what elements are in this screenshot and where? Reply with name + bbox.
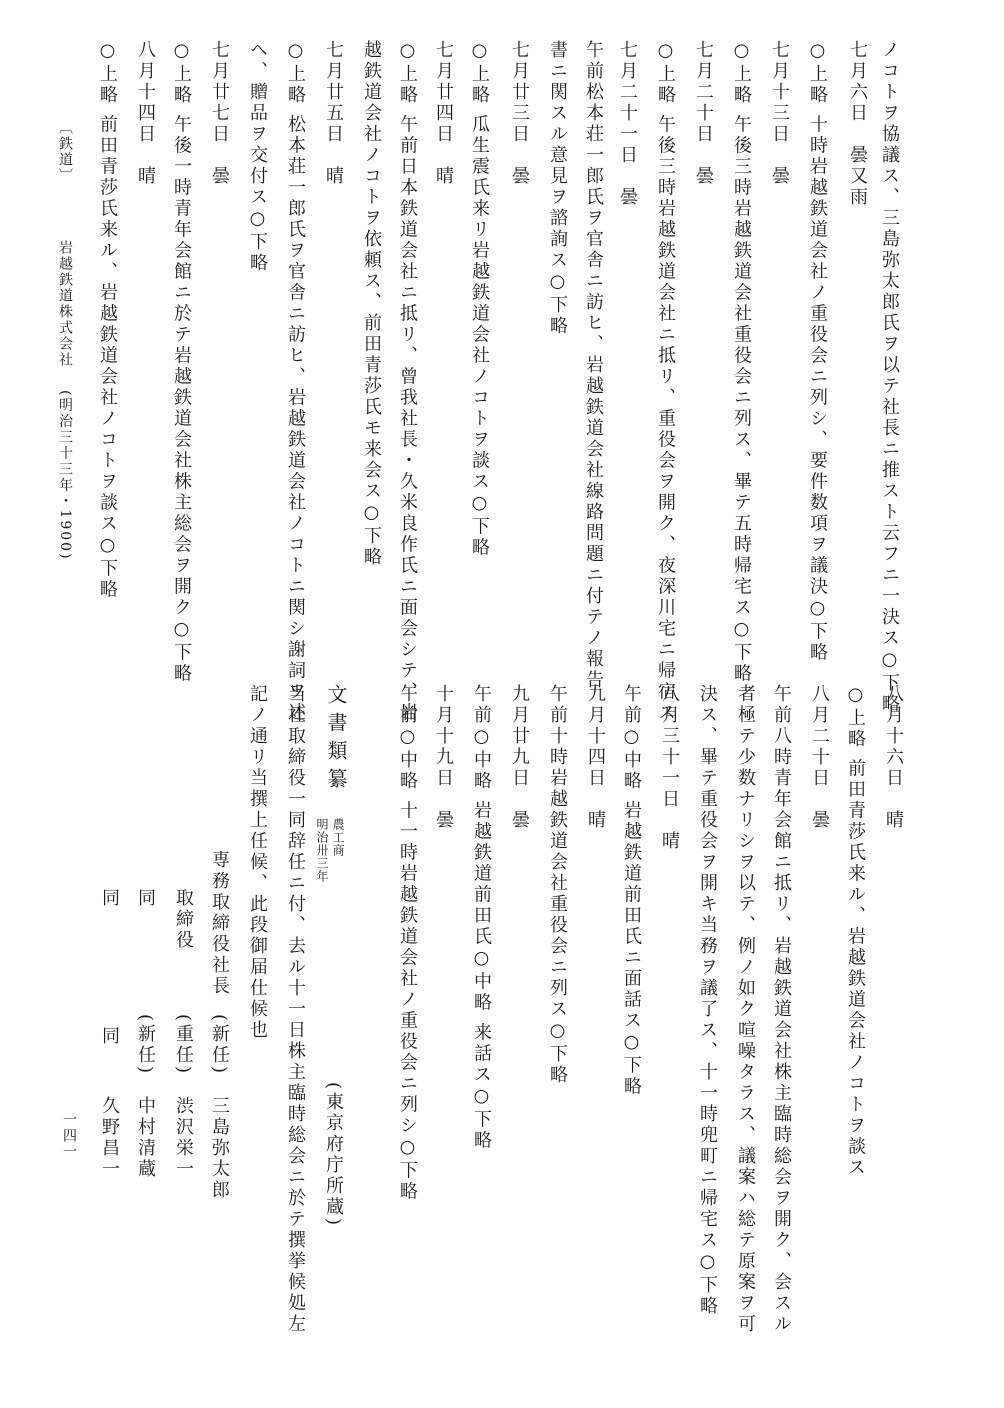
diary-date-11: 八月二十日 曇 <box>809 684 830 831</box>
diary-date-12: 八月三十一日 晴 <box>659 684 680 852</box>
diary-date-14: 九月廿九日 曇 <box>509 684 530 831</box>
diary-line-1: ノコトヲ協議ス、三島弥太郎氏ヲ以テ社長ニ推スト云フニ一決ス○下略 <box>879 40 900 715</box>
diary-line-14: ○上略 前田青莎氏来ル、岩越鉄道会社ノコトヲ談ス <box>845 684 866 1179</box>
officer-name-3: 中村清蔵 <box>135 1096 156 1180</box>
diary-line-10: ○上略 松本荘一郎氏ヲ官舎ニ訪ヒ、岩越鉄道会社ノコトニ関シ謝詞ヲ述 <box>285 40 306 724</box>
period-label: (明治三十三年・1900) <box>57 390 73 561</box>
docs-source-a: 農工商 <box>331 818 345 857</box>
docs-archive: (東京府庁所蔵) <box>323 1082 344 1229</box>
diary-line-2: ○上略 十時岩越鉄道会社ノ重役会ニ列シ、要件数項ヲ議決○下略 <box>807 40 828 664</box>
diary-date-3: 七月二十日 曇 <box>693 40 714 187</box>
officer-name-2: 渋沢栄一 <box>173 1096 194 1180</box>
diary-line-20: 午前○中略 岩越鉄道前田氏○中略 来話ス○下略 <box>471 684 492 1152</box>
diary-line-21: 午前○中略 十一時岩越鉄道会社ノ重役会ニ列シ○下略 <box>397 684 418 1203</box>
diary-date-7: 七月廿五日 晴 <box>323 40 344 187</box>
diary-date-15: 十月十九日 曇 <box>433 684 454 831</box>
diary-line-5: 午前松本荘一郎氏ヲ官舎ニ訪ヒ、岩越鉄道会社線路問題ニ付テノ報告 <box>583 40 604 691</box>
officer-role-2: 取締役 <box>173 888 194 951</box>
diary-date-4: 七月二十一日 曇 <box>617 40 638 208</box>
diary-line-19: 午前十時岩越鉄道会社重役会ニ列ス○下略 <box>547 684 568 1086</box>
diary-line-6: 書ニ関スル意見ヲ諮詢ス○下略 <box>547 40 568 337</box>
diary-line-4: ○上略 午後三時岩越鉄道会社ニ抵リ、重役会ヲ開ク、夜深川宅ニ帰宿ス <box>655 40 676 724</box>
docs-line-1: 当社取締役一同辞任ニ付、去ル十一日株主臨時総会ニ於テ撰挙候処左 <box>285 684 306 1335</box>
diary-date-5: 七月廿三日 曇 <box>509 40 530 187</box>
diary-line-12: ○上略 午後一時青年会館ニ於テ岩越鉄道会社株主総会ヲ開ク○下略 <box>171 40 192 685</box>
company-label: 岩越鉄道株式会社 <box>57 240 73 368</box>
diary-date-2: 七月十三日 曇 <box>769 40 790 187</box>
diary-date-13: 九月十四日 晴 <box>585 684 606 831</box>
diary-line-9: 越鉄道会社ノコトヲ依頼ス、前田青莎氏モ来会ス○下略 <box>361 40 382 568</box>
officer-status-4: 同 <box>99 1026 120 1047</box>
diary-date-6: 七月廿四日 晴 <box>433 40 454 187</box>
officer-status-3: (新任) <box>135 1014 156 1077</box>
officer-status-2: (重任) <box>173 1014 194 1077</box>
diary-line-15: 午前八時青年会館ニ抵リ、岩越鉄道会社株主臨時総会ヲ開ク、会スル <box>771 684 792 1335</box>
diary-date-1: 七月六日 曇又雨 <box>847 40 868 208</box>
officer-role-3: 同 <box>135 888 156 909</box>
diary-line-16: 者極テ少数ナリシヲ以テ、例ノ如ク喧噪タラス、議案ハ総テ原案ヲ可 <box>735 684 756 1335</box>
officer-name-4: 久野昌一 <box>99 1096 120 1180</box>
officer-role-1: 専務取締役社長 <box>209 850 230 997</box>
diary-line-3: ○上略 午後三時岩越鉄道会社重役会ニ列ス、畢テ五時帰宅ス○下略 <box>731 40 752 685</box>
docs-line-2: 記ノ通リ当撰上任候、此段御届仕候也 <box>247 684 268 1041</box>
docs-source-b: 明治卅三年 <box>315 818 329 883</box>
diary-date-9: 八月十四日 晴 <box>135 40 156 187</box>
section-label: 〔鉄道〕 <box>57 120 73 184</box>
diary-line-11: ヘ、贈品ヲ交付ス○下略 <box>247 40 268 274</box>
docs-title: 文書類纂 <box>324 684 348 796</box>
officer-name-1: 三島弥太郎 <box>209 1096 230 1201</box>
diary-line-13: ○上略 前田青莎氏来ル、岩越鉄道会社ノコトヲ談ス○下略 <box>97 40 118 601</box>
diary-date-10: 八月十六日 晴 <box>883 684 904 831</box>
officer-status-1: (新任) <box>209 1014 230 1077</box>
diary-date-8: 七月廿七日 曇 <box>209 40 230 187</box>
diary-line-18: 午前○中略 岩越鉄道前田氏ニ面話ス○下略 <box>621 684 642 1098</box>
page-number: 一四一 <box>61 1112 77 1160</box>
diary-line-17: 決ス、畢テ重役会ヲ開キ当務ヲ議了ス、十一時兜町ニ帰宅ス○下略 <box>697 684 718 1317</box>
officer-role-4: 同 <box>99 888 120 909</box>
diary-line-8: ○上略 午前日本鉄道会社ニ抵リ、曾我社長・久米良作氏ニ面会シテ、岩 <box>397 40 418 724</box>
diary-line-7: ○上略 瓜生震氏来リ岩越鉄道会社ノコトヲ談ス○下略 <box>469 40 490 559</box>
